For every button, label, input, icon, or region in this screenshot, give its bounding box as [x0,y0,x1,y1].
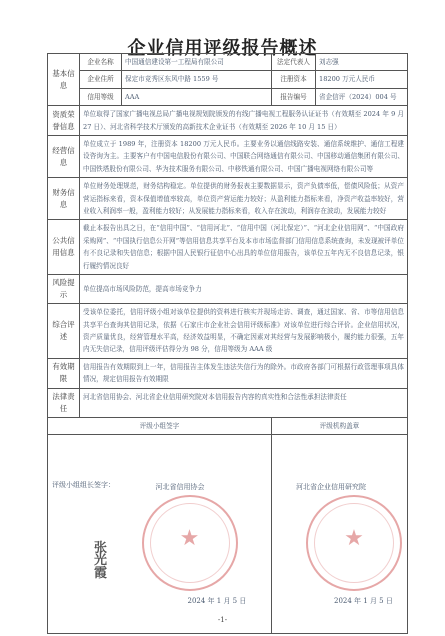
basic-row-address [48,71,408,88]
report-no-label: 报告编号 [272,88,316,105]
org-seal-cell [272,434,408,633]
grade: AAA [122,88,272,105]
basic-info-label: 基本信息 [48,54,80,106]
section-label: 公共信用信息 [48,220,80,275]
section-label: 经营信息 [48,136,80,178]
seal-credit-institute [306,495,402,591]
legal-rep: 刘志强 [316,54,408,71]
leader-sign-label: 评级小组组长签字： [52,480,115,489]
section-label: 法律责任 [48,388,80,417]
seal-credit-association [142,495,238,591]
legal-rep-label: 法定代表人 [272,54,316,71]
section-text: 受该单位委托，信用评级小组对该单位提供的资料进行核实并现场走访、调查，通过国家、省、市等信用信息共享平台查询其信用记录，依据《石家庄市企业社会信用评级标准》对该单位进行综合评价。企业信用状况，资产质量优良，经营管理水平高，经济效益明显，不确定因素对其经营与发展影响极小，履约能力很强，五年内无失信记录，信用评级评估得分为 98 分，信用等级为 AAA 级 [80,304,408,359]
capital: 18200 万元人民币 [316,71,408,88]
capital-label: 注册资本 [272,71,316,88]
signoff-header-row [48,417,408,434]
section-row-finance [48,178,408,220]
company-name: 中国通信建设第一工程局有限公司 [122,54,272,71]
section-label: 有效期限 [48,358,80,388]
section-label: 财务信息 [48,178,80,220]
basic-row-grade [48,88,408,105]
section-row-operation [48,136,408,178]
signoff-row [48,434,408,633]
org-seal-header: 评级机构盖章 [272,417,408,434]
section-row-qualification [48,106,408,136]
section-label: 综合评述 [48,304,80,359]
section-row-risk [48,275,408,304]
report-no: 省企信评（2024）004 号 [316,88,408,105]
report-table [47,53,408,634]
group-sign-cell [48,434,122,633]
company-name-label: 企业名称 [80,54,122,71]
section-row-validity [48,358,408,388]
section-row-legal [48,388,408,417]
basic-row-name [48,54,408,71]
section-text: 信用报告有效期限到上一年，信用报告主体发生违法失信行为的除外。市政府各部门可根据行政管理事项具体情况，规定信用报告有效期限 [80,358,408,388]
seal-star-icon: ★ [179,525,200,551]
sign-date-right: 2024 年 1 月 5 日 [334,596,393,605]
seal-star-icon: ★ [344,525,364,551]
report-title: 企业信用评级报告概述 [127,38,318,59]
section-text: 单位财务处理规范，财务结构稳定。单位提供的财务报表主要数据显示，资产负债率低，偿债风险低；从资产营运指标来看，资本保值增值率较高，单位资产营运能力较好；从盈利能力指标来看，净资产收益率较好，营业收入利润率一般，盈利能力较好；从发展能力指标来看，收入存在波动，利润存在波动，发展能力较好 [80,178,408,220]
handwritten-signature: 张光霞 [94,540,109,581]
group-sign-header: 评级小组签字 [48,417,272,434]
section-text: 截止本报告出具之日，在“信用中国”、“信用河北”、“信用中国（河北保定）”、“河北企业信用网”、“中国政府采购网”、“中国执行信息公开网”等信用信息共享平台及本市市场监督部门信用信息系统查询，未发现被评单位有不良记录和失信信息；根据中国人民银行征信中心出具的单位信用报告，该单位五年内无不良信息记录，银行履约情况良好 [80,220,408,275]
section-text: 单位提高市场风险防范，提高市场竞争力 [80,275,408,304]
section-row-public-credit [48,220,408,275]
section-label: 资质荣誉信息 [48,106,80,136]
section-text: 河北省信用协会、河北省企业信用研究院对本信用报告内容的真实性和合法性承担法律责任 [80,388,408,417]
section-text: 单位取得了国家广播电视总局广播电视规划院颁发的有线广播电视工程服务认证证书（有效期至 2024 年 9 月 27 日）、河北省科学技术厅颁发的高新技术企业证书（有效期至 2026 年 10 月 15 日） [80,106,408,136]
section-text: 单位成立于 1989 年，注册资本 18200 万元人民币。主要业务以通信线路安装、通信系统维护、通信工程建设咨询为主。主要客户有中国电信股份有限公司、中国联合网络通信有限公司、中国移动通信集团有限公司、中国铁塔股份有限公司、华为技术服务有限公司、中移铁通有限公司、中国广播电视网络有限公司等 [80,136,408,178]
section-row-summary [48,304,408,359]
grade-label: 信用等级 [80,88,122,105]
sign-date-left: 2024 年 1 月 5 日 [187,596,247,605]
address-label: 企业住所 [80,71,122,88]
org-name-association: 河北省信用协会 [155,482,205,491]
section-label: 风险提示 [48,275,80,304]
group-date-cell [122,434,272,633]
org-name-institute: 河北省企业信用研究院 [296,482,366,491]
address: 保定市竞秀区东风中路 1559 号 [122,71,272,88]
page-number: -1- [217,616,228,624]
